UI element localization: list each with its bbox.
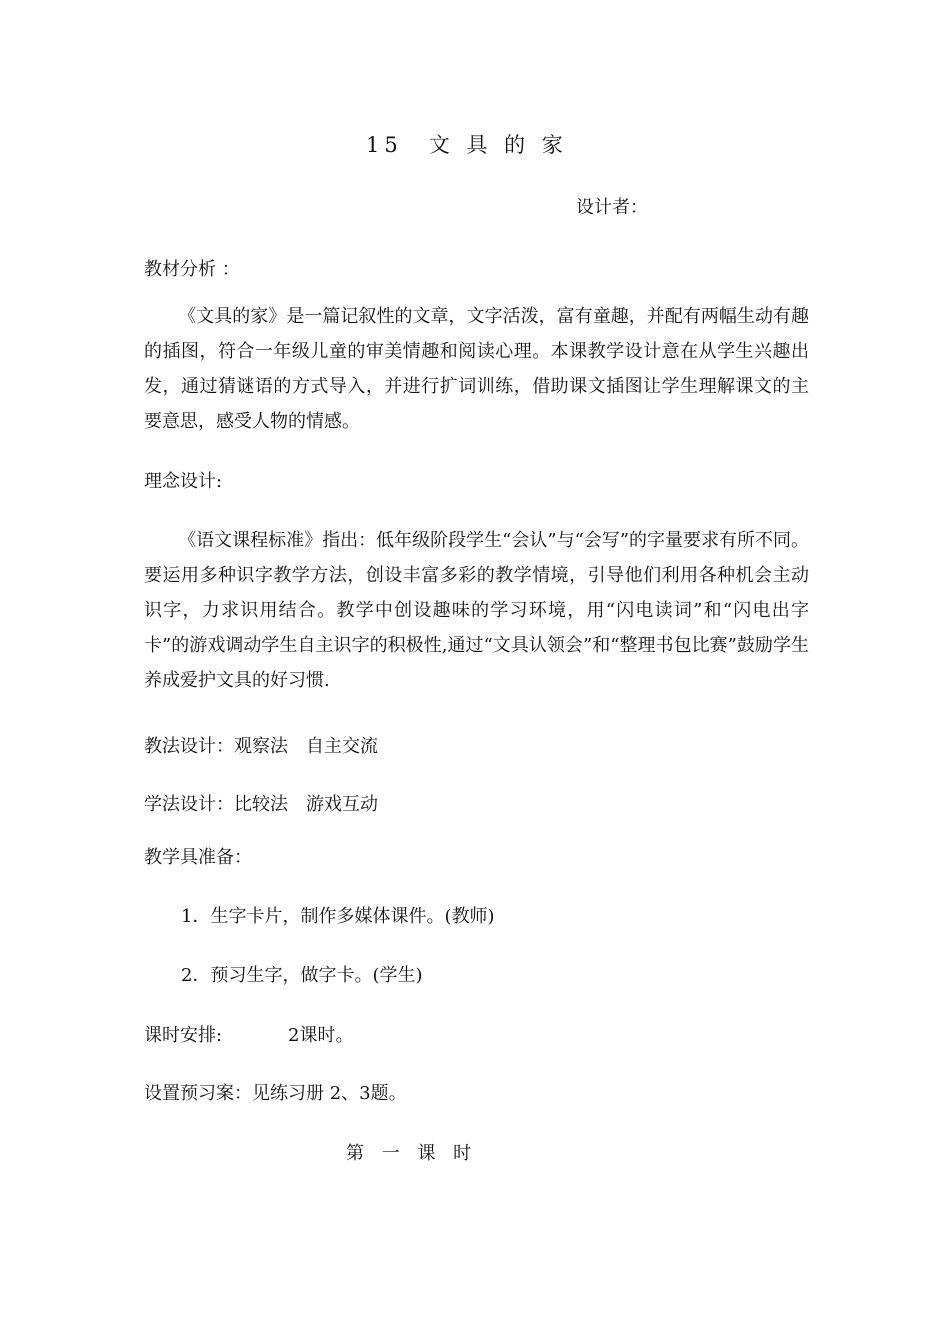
materials-item-2: 2．预习生字，做字卡。(学生): [181, 965, 423, 986]
learning-method: 学法设计：比较法 游戏互动: [144, 794, 378, 815]
material-analysis-body: 《文具的家》是一篇记叙性的文章，文字活泼，富有童趣，并配有两幅生动有趣的插图，符合一年级儿童的审美情趣和阅读心理。本课教学设计意在从学生兴趣出发，通过猜谜语的方式导入，并进行扩词训练，借助课文插图让学生理解课文的主要意思，感受人物的情感。: [144, 306, 809, 432]
designer-label: 设计者：: [576, 197, 648, 218]
material-analysis-heading: 教材分析 ：: [144, 259, 240, 280]
materials-item-1: 1．生字卡片，制作多媒体课件。(教师): [181, 906, 495, 927]
concept-design-heading: 理念设计:: [144, 471, 223, 492]
concept-design-body: 《语文课程标准》指出：低年级阶段学生“会认”与“会写”的字量要求有所不同。要运用多种识字教学方法，创设丰富多彩的教学情境，引导他们利用各种机会主动识字，力求识用结合。教学中创设趣味的学习环境，用“闪电读词”和“闪电出字卡”的游戏调动学生自主识字的积极性,通过“文具认领会”和“整理书包比赛”鼓励学生养成爱护文具的好习惯.: [144, 530, 809, 691]
lesson-heading: 第 一 课 时: [346, 1143, 478, 1164]
materials-heading: 教学具准备：: [144, 847, 252, 868]
schedule-label: 课时安排:: [144, 1025, 223, 1046]
preview-note: 设置预习案：见练习册 2、3题。: [144, 1083, 407, 1104]
teaching-method: 教法设计：观察法 自主交流: [144, 736, 378, 757]
document-title: 15 文 具 的 家: [366, 133, 568, 157]
schedule-value: 2课时。: [288, 1025, 354, 1046]
